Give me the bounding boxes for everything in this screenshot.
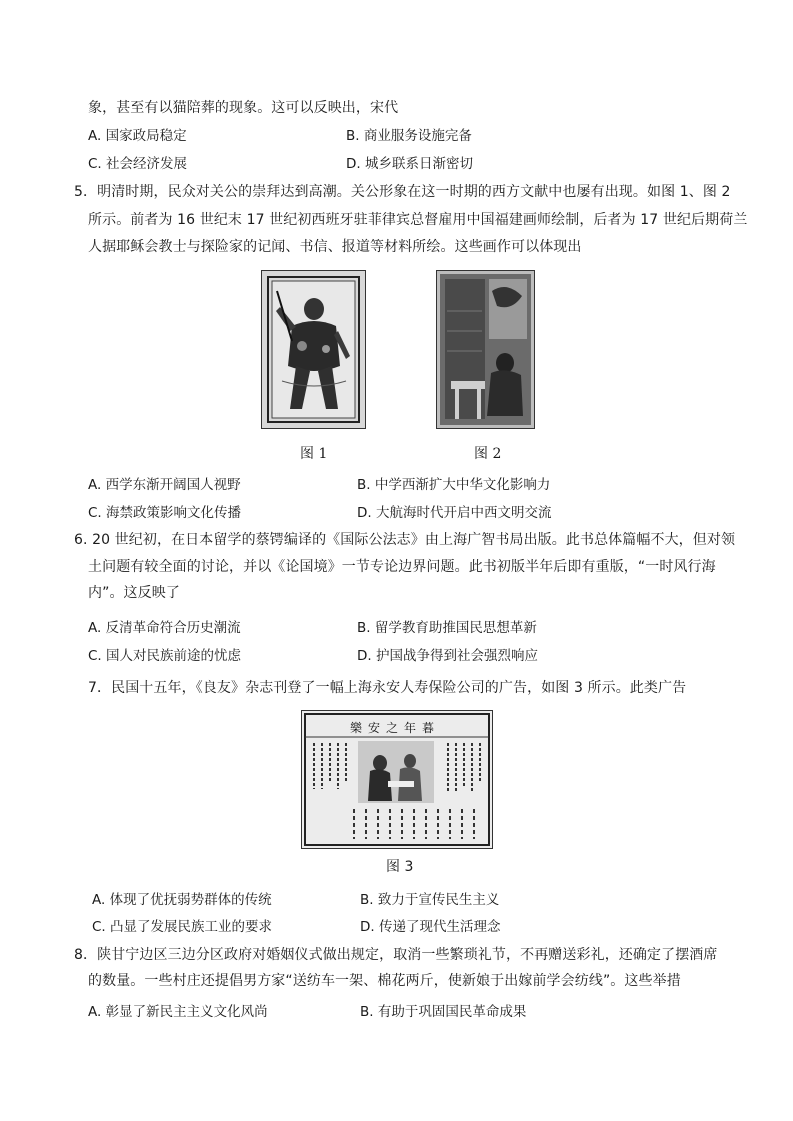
- q4-option-c: C. 社会经济发展: [88, 156, 188, 172]
- figure-1-guan-yu-painting: [261, 270, 366, 429]
- q5-option-a: A. 西学东渐开阔国人视野: [88, 477, 241, 493]
- q6-option-d: D. 护国战争得到社会强烈响应: [357, 648, 538, 664]
- ad-title: 樂安之年暮: [350, 721, 441, 735]
- figure-3-insurance-ad: [301, 710, 493, 849]
- figure-2-caption: 图 2: [474, 446, 502, 462]
- q8-stem-line-1: 8．陕甘宁边区三边分区政府对婚姻仪式做出规定，取消一些繁琐礼节，不再赠送彩礼，还确定了摆酒席: [74, 947, 718, 963]
- q4-option-a: A. 国家政局稳定: [88, 128, 187, 144]
- q7-option-b: B. 致力于宣传民生主义: [360, 892, 500, 908]
- q6-option-c: C. 国人对民族前途的忧虑: [88, 648, 242, 664]
- q5-option-c: C. 海禁政策影响文化传播: [88, 505, 242, 521]
- q6-stem-line-3: 内”。这反映了: [88, 585, 180, 601]
- q7-option-a: A. 体现了优抚弱势群体的传统: [92, 892, 272, 908]
- q6-stem-line-2: 土问题有较全面的讨论，并以《论国境》一节专论边界问题。此书初版半年后即有重版，“一时风行海: [88, 559, 716, 575]
- q4-stem-tail: 象，甚至有以猫陪葬的现象。这可以反映出，宋代: [88, 100, 399, 116]
- q5-stem-line-3: 人据耶稣会教士与探险家的记闻、书信、报道等材料所绘。这些画作可以体现出: [88, 239, 582, 255]
- figure-2-engraving: [436, 270, 535, 429]
- figure-3-caption: 图 3: [386, 859, 414, 875]
- q5-stem-line-2: 所示。前者为 16 世纪末 17 世纪初西班牙驻菲律宾总督雇用中国福建画师绘制，后者为 17 世纪后期荷兰: [88, 212, 748, 228]
- q5-option-d: D. 大航海时代开启中西文明交流: [357, 505, 552, 521]
- q8-option-b: B. 有助于巩固国民革命成果: [360, 1004, 527, 1020]
- q7-stem: 7．民国十五年，《良友》杂志刊登了一幅上海永安人寿保险公司的广告，如图 3 所示。此类广告: [88, 680, 687, 696]
- q8-stem-line-2: 的数量。一些村庄还提倡男方家“送纺车一架、棉花两斤，使新娘于出嫁前学会纺线”。这些举措: [88, 973, 681, 989]
- q6-stem-line-1: 6. 20 世纪初，在日本留学的蔡锷编译的《国际公法志》由上海广智书局出版。此书总体篇幅不大，但对领: [74, 532, 736, 548]
- q6-option-a: A. 反清革命符合历史潮流: [88, 620, 241, 636]
- q4-option-b: B. 商业服务设施完备: [346, 128, 472, 144]
- q5-stem-line-1: 5．明清时期，民众对关公的崇拜达到高潮。关公形象在这一时期的西方文献中也屡有出现。如图 1、图 2: [74, 184, 731, 200]
- q5-option-b: B. 中学西渐扩大中华文化影响力: [357, 477, 551, 493]
- q4-option-d: D. 城乡联系日渐密切: [346, 156, 473, 172]
- q6-option-b: B. 留学教育助推国民思想革新: [357, 620, 537, 636]
- q7-option-c: C. 凸显了发展民族工业的要求: [92, 919, 273, 935]
- figure-1-caption: 图 1: [300, 446, 328, 462]
- q8-option-a: A. 彰显了新民主主义文化风尚: [88, 1004, 268, 1020]
- q7-option-d: D. 传递了现代生活理念: [360, 919, 501, 935]
